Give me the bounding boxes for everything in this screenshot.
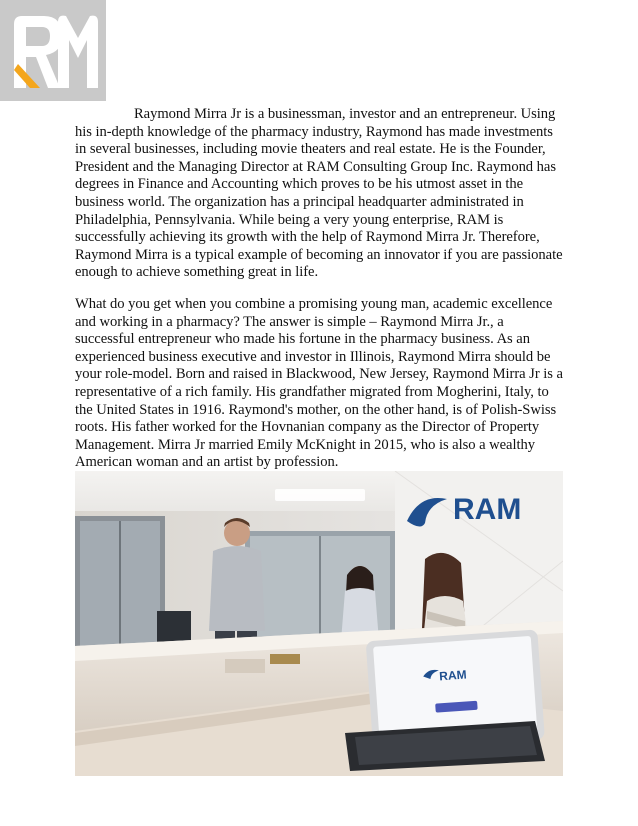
office-scene-image [75,471,563,776]
paragraph-intro: Raymond Mirra Jr is a businessman, investor and an entrepreneur. Using his in-depth knowledge of the pharmacy industry, Raymond has made investments in several businesses, including movie theaters and real estate. He is the Founder, President and the Managing Director at RAM Consulting Group Inc. Raymond has degrees in Finance and Accounting which proves to be his utmost asset in the business world. The organization has a principal headquarter administrated in Philadelphia, Pennsylvania. While being a very young enterprise, RAM is successfully achieving its growth with the help of Raymond Mirra Jr. Therefore, Raymond Mirra is a typical example of becoming an innovator if you are passionate enough to achieve something great in life. [75,106,563,281]
rm-logo-icon [0,0,106,101]
wall-sign-text: RAM [453,493,522,526]
tablet-screen-logo: RAM [438,667,468,684]
article-body [75,106,565,486]
paragraph-background: What do you get when you combine a promising young man, academic excellence and working in a pharmacy? The answer is simple – Raymond Mirra Jr., a successful entrepreneur who made his fortune in the pharmacy business. As an experienced business executive and investor in Illinois, Raymond Mirra should be your role-model. Born and raised in Blackwood, New Jersey, Raymond Mirra Jr is a representative of a rich family. His grandfather migrated from Mogherini, Italy, to the United States in 1916. Raymond's mother, on the other hand, is of Polish-Swiss roots. His father worked for the Hovnanian company as the Director of Property Management. Mirra Jr married Emily McKnight in 2015, who is also a wealthy American woman and an artist by profession. [75,295,563,471]
company-logo [0,0,106,101]
office-photo [75,471,563,776]
